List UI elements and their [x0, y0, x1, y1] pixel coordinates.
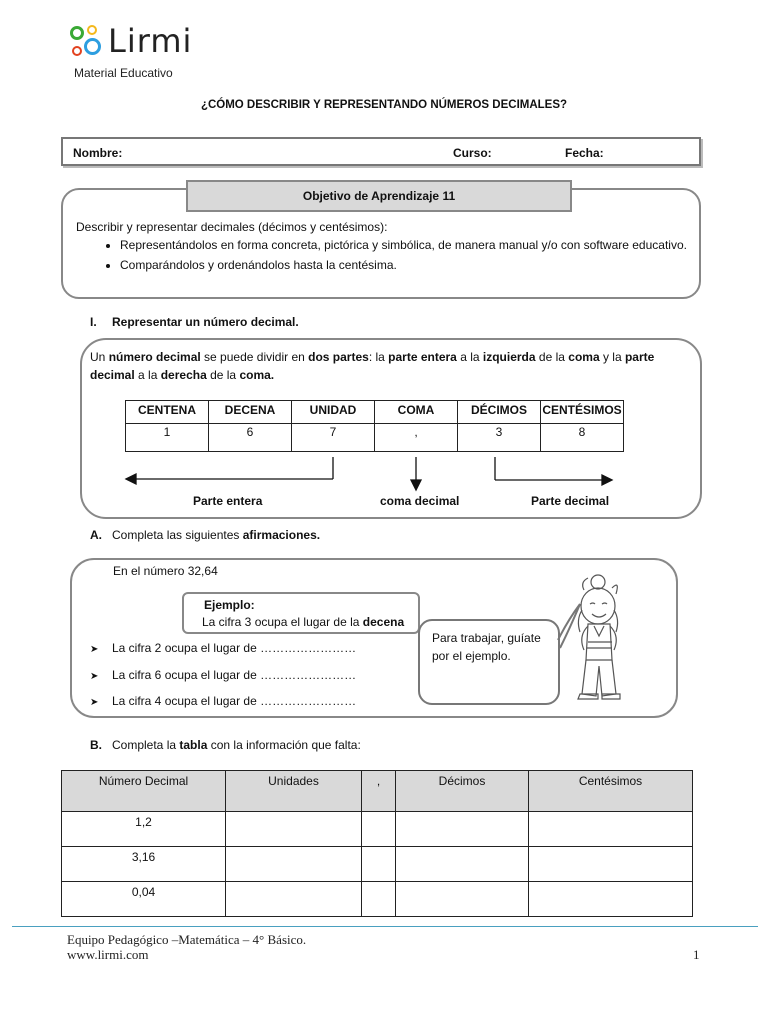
text: Completa las siguientes — [112, 528, 243, 542]
text: a la — [456, 350, 483, 364]
text: a la — [134, 368, 161, 382]
decimal-number-cell: 1,2 — [62, 812, 226, 847]
text-bold: coma. — [239, 368, 275, 382]
text: Un — [90, 350, 109, 364]
left-arrow-icon — [126, 457, 333, 484]
part-b-letter: B. — [90, 738, 102, 752]
text-bold: izquierda — [482, 350, 536, 364]
arrowhead-bullet-icon: ➤ — [90, 671, 99, 682]
statement-text: La cifra 2 ocupa el lugar de …………………… — [112, 641, 357, 655]
decimal-comma-label: coma decimal — [380, 494, 460, 508]
section-1-heading — [90, 315, 299, 329]
worksheet-title: ¿CÓMO DESCRIBIR Y REPRESENTANDO NÚMEROS DECIMALES? — [200, 99, 568, 111]
decimal-part-label: Parte decimal — [531, 494, 610, 508]
example-title: Ejemplo: — [204, 598, 255, 612]
logo-circle-red-icon — [72, 46, 82, 56]
table-header-row — [126, 401, 624, 424]
answer-cell[interactable] — [529, 882, 693, 917]
table-row — [62, 882, 693, 917]
girl-illustration — [560, 570, 640, 705]
lirmi-logo — [68, 22, 208, 82]
date-label: Fecha: — [565, 146, 604, 160]
answer-cell[interactable] — [226, 882, 362, 917]
answer-cell[interactable] — [396, 847, 529, 882]
logo-subtitle: Material Educativo — [74, 66, 173, 80]
right-arrow-icon — [495, 457, 612, 485]
header-cell: Número Decimal — [62, 771, 226, 812]
text: Completa la — [112, 738, 180, 752]
statement-item — [90, 668, 356, 682]
section-1-number: I. — [90, 315, 97, 329]
answer-cell[interactable] — [362, 847, 396, 882]
speech-bubble — [418, 619, 560, 705]
statement-item — [90, 694, 356, 708]
answer-cell[interactable] — [226, 812, 362, 847]
arrowhead-bullet-icon: ➤ — [90, 697, 99, 708]
logo-circle-yellow-icon — [87, 25, 97, 35]
answer-cell[interactable] — [362, 812, 396, 847]
part-a-letter: A. — [90, 528, 102, 542]
table-row — [62, 847, 693, 882]
decimal-explanation-text — [90, 348, 690, 384]
text-bold: número decimal — [108, 350, 201, 364]
course-label: Curso: — [453, 146, 492, 160]
text-bold: decena — [362, 615, 405, 629]
objective-title: Objetivo de Aprendizaje 11 — [186, 180, 572, 212]
text: se puede dividir en — [200, 350, 309, 364]
answer-cell[interactable] — [396, 882, 529, 917]
text: de la — [535, 350, 569, 364]
name-label: Nombre: — [73, 146, 123, 160]
decimal-number-cell: 0,04 — [62, 882, 226, 917]
text-bold: coma — [568, 350, 600, 364]
student-info-box — [61, 137, 701, 166]
place-value-table — [125, 400, 624, 452]
header-cell: Décimos — [396, 771, 529, 812]
value-cell: 6 — [209, 424, 292, 452]
answer-cell[interactable] — [226, 847, 362, 882]
text-bold: dos partes — [308, 350, 369, 364]
header-cell: Centésimos — [529, 771, 693, 812]
text-bold: tabla — [179, 738, 208, 752]
header-cell: DECENA — [209, 401, 292, 424]
text: : la — [368, 350, 389, 364]
objective-text — [76, 218, 688, 276]
down-arrow-icon — [411, 457, 421, 490]
section-1-title: Representar un número decimal. — [112, 315, 299, 329]
footer-divider — [12, 926, 758, 927]
header-cell: DÉCIMOS — [458, 401, 541, 424]
footer-website: www.lirmi.com — [67, 947, 149, 962]
decimal-fill-table — [61, 770, 693, 917]
part-arrows-diagram — [120, 455, 640, 495]
logo-circle-blue-icon — [84, 38, 101, 55]
example-text — [202, 615, 404, 629]
header-cell: CENTENA — [126, 401, 209, 424]
integer-part-label: Parte entera — [193, 494, 263, 508]
logo-circle-green-icon — [70, 26, 84, 40]
header-cell: UNIDAD — [292, 401, 375, 424]
example-box — [182, 592, 420, 634]
value-cell: 3 — [458, 424, 541, 452]
value-cell: 7 — [292, 424, 375, 452]
answer-cell[interactable] — [362, 882, 396, 917]
decimal-number-cell: 3,16 — [62, 847, 226, 882]
part-a-instruction — [90, 528, 320, 542]
objective-bullets — [76, 236, 688, 274]
header-cell: Unidades — [226, 771, 362, 812]
text: con la información que falta: — [207, 738, 361, 752]
table-header-row — [62, 771, 693, 812]
text-bold: parte decimal — [90, 350, 655, 382]
objective-bullet: • Comparándolos y ordenándolos hasta la centésima. — [120, 256, 688, 274]
statement-item — [90, 641, 356, 655]
header-cell: COMA — [375, 401, 458, 424]
number-intro: En el número 32,64 — [113, 564, 218, 578]
value-cell: , — [375, 424, 458, 452]
text: y la — [599, 350, 625, 364]
statement-text: La cifra 4 ocupa el lugar de …………………… — [112, 694, 357, 708]
objective-intro: Describir y representar decimales (décimos y centésimos): — [76, 220, 388, 234]
text: La cifra 3 ocupa el lugar de la — [202, 615, 363, 629]
part-b-instruction — [90, 738, 361, 752]
arrowhead-bullet-icon: ➤ — [90, 644, 99, 655]
value-cell: 1 — [126, 424, 209, 452]
table-row — [126, 424, 624, 452]
logo-wordmark: Lirmi — [108, 22, 193, 60]
text-bold: afirmaciones. — [242, 528, 321, 542]
text-bold: parte entera — [388, 350, 457, 364]
statement-text: La cifra 6 ocupa el lugar de …………………… — [112, 668, 357, 682]
answer-cell[interactable] — [529, 847, 693, 882]
header-cell: CENTÉSIMOS — [541, 401, 624, 424]
answer-cell[interactable] — [529, 812, 693, 847]
speech-bubble-text: Para trabajar, guíate por el ejemplo. — [432, 631, 541, 663]
table-row — [62, 812, 693, 847]
text: de la — [206, 368, 240, 382]
answer-cell[interactable] — [396, 812, 529, 847]
footer-credit: Equipo Pedagógico –Matemática – 4° Básico. — [67, 932, 307, 947]
header-cell: , — [362, 771, 396, 812]
objective-bullet: • Representándolos en forma concreta, pictórica y simbólica, de manera manual y/o con software educativo. — [120, 236, 688, 254]
page-number: 1 — [693, 947, 700, 962]
text-bold: derecha — [160, 368, 207, 382]
value-cell: 8 — [541, 424, 624, 452]
